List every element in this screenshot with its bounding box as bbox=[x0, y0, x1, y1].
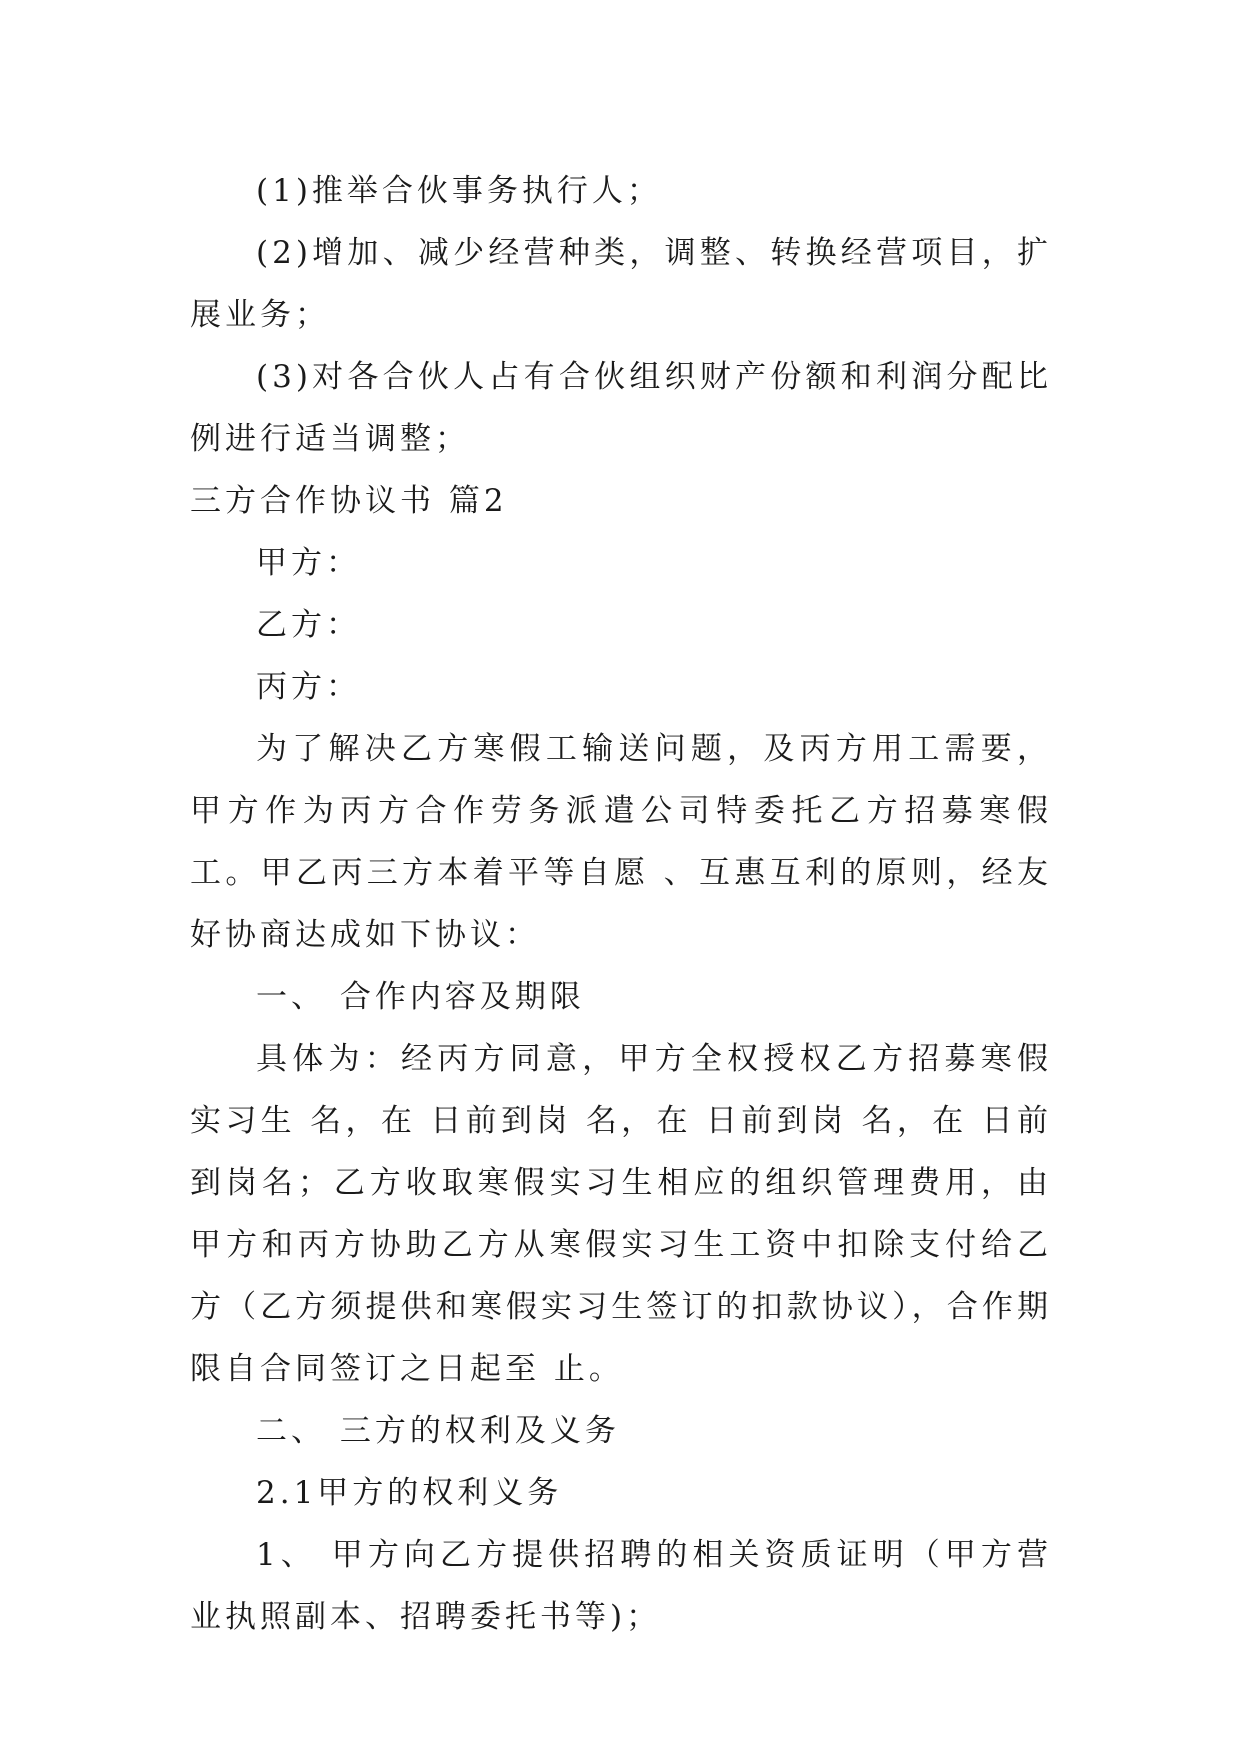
subclause-heading-2-1: 2.1甲方的权利义务 bbox=[256, 1475, 563, 1511]
clause-heading-1: 一、 合作内容及期限 bbox=[256, 979, 585, 1015]
party-b-field: 乙方： bbox=[256, 607, 361, 643]
party-c-field: 丙方： bbox=[256, 669, 361, 705]
clause-heading-2: 二、 三方的权利及义务 bbox=[256, 1413, 620, 1449]
subclause-item-1: 1、 甲方向乙方提供招聘的相关资质证明（甲方营业执照副本、招聘委托书等)； bbox=[190, 1537, 1052, 1635]
preamble-paragraph: 为了解决乙方寒假工输送问题，及丙方用工需要，甲方作为丙方合作劳务派遣公司特委托乙方招募寒假工。甲乙丙三方本着平等自愿 、互惠互利的原则，经友好协商达成如下协议： bbox=[190, 731, 1052, 953]
paragraph-item-2: (2)增加、减少经营种类，调整、转换经营项目，扩展业务； bbox=[190, 235, 1052, 333]
paragraph-item-3: (3)对各合伙人占有合伙组织财产份额和利润分配比例进行适当调整； bbox=[190, 359, 1052, 457]
section-title: 三方合作协议书 篇2 bbox=[190, 483, 508, 519]
clause-paragraph-1: 具体为：经丙方同意，甲方全权授权乙方招募寒假实习生 名，在 日前到岗 名，在 日前到岗 名，在 日前到岗名；乙方收取寒假实习生相应的组织管理费用，由甲方和丙方协助乙方从寒假实习生工资中扣除支付给乙方（乙方须提供和寒假实习生签订的扣款协议），合作期限自合同签订之日起至 止。 bbox=[190, 1041, 1052, 1387]
paragraph-item-1: (1)推举合伙事务执行人； bbox=[256, 173, 662, 209]
document-body bbox=[190, 160, 1052, 1648]
party-a-field: 甲方： bbox=[256, 545, 361, 581]
